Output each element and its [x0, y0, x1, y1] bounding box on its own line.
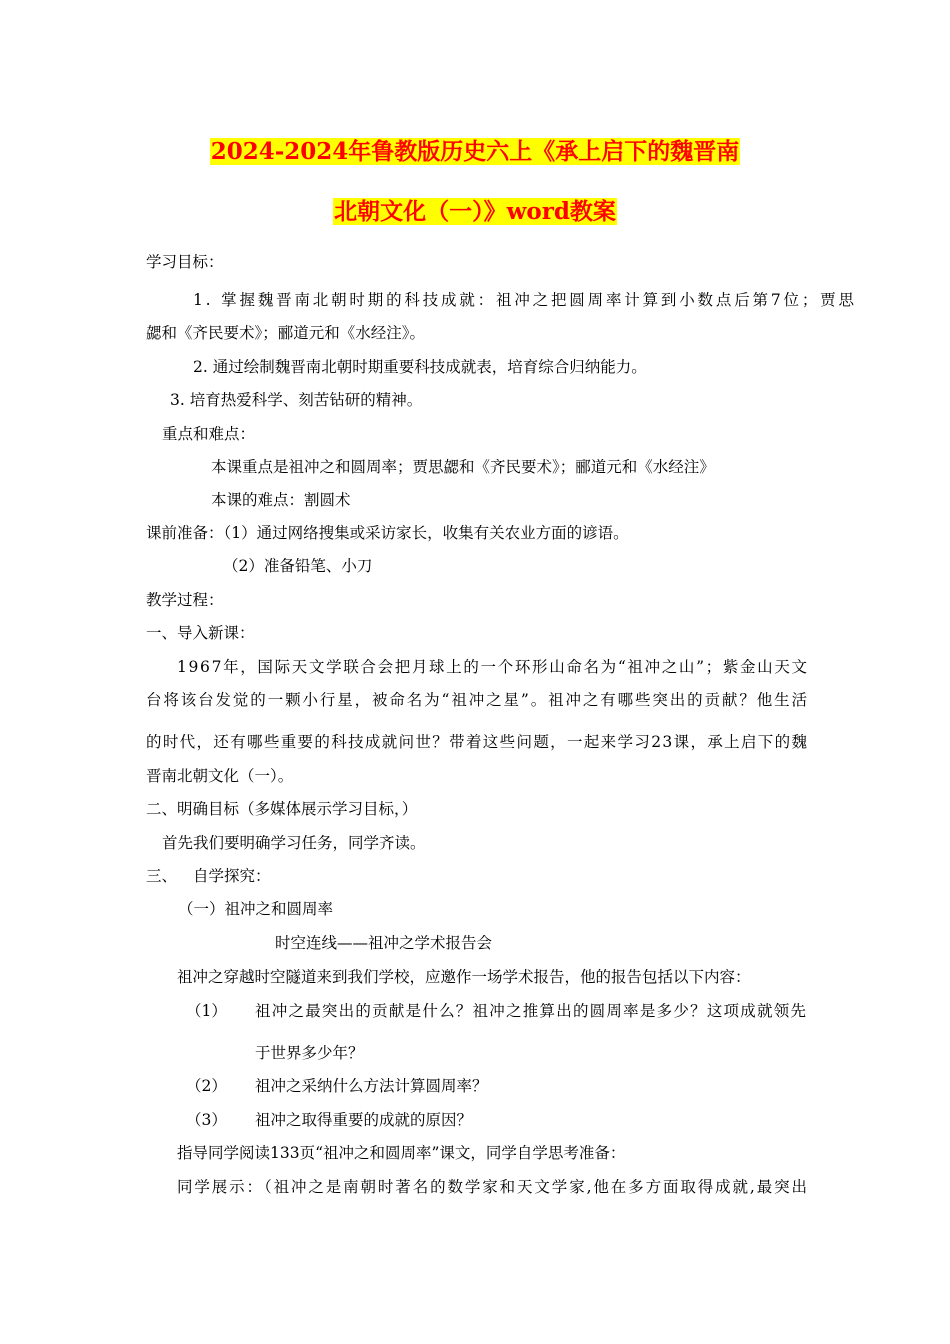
intro-line-2: 台将该台发觉的一颗小行星，被命名为“祖冲之星”。祖冲之有哪些突出的贡献？他生活 [146, 691, 809, 709]
guide-text: 指导同学阅读133页“祖冲之和圆周率”课文，同学自学思考准备： [177, 1144, 626, 1162]
document-title-line-2 [0, 197, 950, 227]
student-show-text: 同学展示：（祖冲之是南朝时著名的数学家和天文学家,他在多方面取得成就,最突出 [177, 1178, 809, 1196]
intro-line-4: 晋南北朝文化（一）。 [146, 767, 294, 785]
objective-1-line-2: 勰和《齐民要术》；郦道元和《水经注》。 [146, 324, 426, 342]
objective-3: 3. 培育热爱科学、刻苦钻研的精神。 [170, 391, 423, 409]
section-2-heading: 二、明确目标（多媒体展示学习目标，） [146, 800, 418, 818]
question-2-text: 祖冲之采纳什么方法计算圆周率？ [255, 1077, 488, 1095]
question-1-text-line-1: 祖冲之最突出的贡献是什么？祖冲之推算出的圆周率是多少？这项成就领先 [255, 1002, 808, 1020]
prep-item-1: 课前准备：（1）通过网络搜集或采访家长，收集有关农业方面的谚语。 [146, 524, 629, 542]
question-2-number: （2） [186, 1077, 227, 1095]
title-line-1-text: 2024-2024年鲁教版历史六上《承上启下的魏晋南 [210, 138, 740, 165]
objectives-heading: 学习目标： [146, 253, 224, 271]
intro-line-3: 的时代，还有哪些重要的科技成就问世？带着这些问题，一起来学习23课，承上启下的魏 [146, 733, 809, 751]
subsection-1-title: 时空连线——祖冲之学术报告会 [275, 934, 493, 952]
difficulty-text: 本课的难点：割圆术 [211, 491, 351, 509]
keypoint-text: 本课重点是祖冲之和圆周率；贾思勰和《齐民要术》；郦道元和《水经注》 [211, 458, 715, 476]
question-3-text: 祖冲之取得重要的成就的原因？ [255, 1111, 473, 1129]
question-1-number: （1） [186, 1002, 227, 1020]
section-1-heading: 一、导入新课： [146, 624, 255, 642]
intro-line-1: 1967年，国际天文学联合会把月球上的一个环形山命名为“祖冲之山”；紫金山天文 [177, 658, 809, 676]
keypoints-heading: 重点和难点： [162, 425, 256, 443]
prep-item-2: （2）准备铅笔、小刀 [223, 557, 373, 575]
section-3-heading: 自学探究： [193, 867, 271, 885]
title-line-2-text: 北朝文化（一）》word教案 [334, 198, 616, 225]
question-3-number: （3） [186, 1111, 227, 1129]
document-title-line-1 [0, 137, 950, 167]
objective-1-line-1: 1. 掌握魏晋南北朝时期的科技成就：祖冲之把圆周率计算到小数点后第7位；贾思 [193, 291, 857, 309]
section-3-number: 三、 [146, 867, 178, 885]
process-heading: 教学过程： [146, 591, 224, 609]
question-1-text-line-2: 于世界多少年？ [255, 1044, 364, 1062]
section-2-text: 首先我们要明确学习任务，同学齐读。 [162, 834, 426, 852]
objective-2: 2. 通过绘制魏晋南北朝时期重要科技成就表，培育综合归纳能力。 [193, 358, 647, 376]
subsection-1-intro: 祖冲之穿越时空隧道来到我们学校，应邀作一场学术报告，他的报告包括以下内容： [177, 968, 751, 986]
subsection-1-heading: （一）祖冲之和圆周率 [178, 900, 334, 918]
